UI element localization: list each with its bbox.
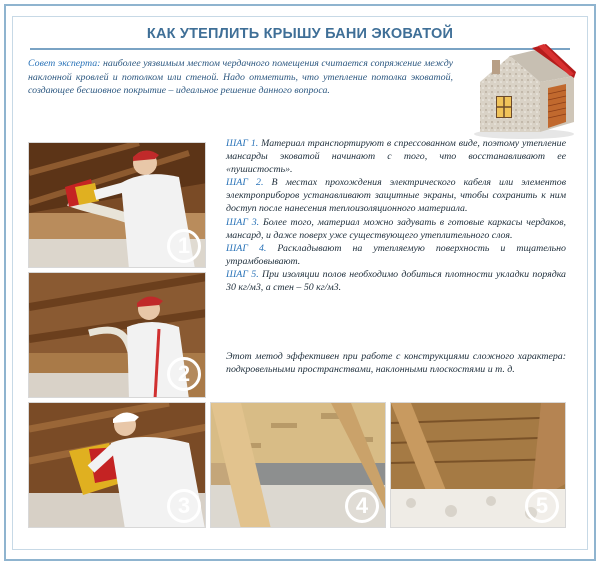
- house-illustration: [466, 42, 582, 140]
- photo-step-2: [28, 272, 206, 398]
- step-number-badge: 5: [525, 489, 559, 523]
- summary-text: Этот метод эффективен при работе с конструкциями сложного характера: подкровельными пространствами, наклонными плоскостями и т. д.: [226, 351, 566, 376]
- page-title: КАК УТЕПЛИТЬ КРЫШУ БАНИ ЭКОВАТОЙ: [146, 26, 454, 42]
- step-2: [226, 176, 566, 215]
- steps-list: [226, 137, 566, 294]
- step-4: [226, 242, 566, 268]
- step-text: Более того, материал можно задувать в готовые каркасы чердаков, мансард, и даже поверх уже существующего утеплительного слоя.: [226, 216, 567, 241]
- expert-advice-text: наиболее уязвимым местом чердачного помещения считается сопряжение между наклонной кровлей и потолком или стеной. Надо отметить, что утепление потолка эковатой, создающее бесшовное покрытие – идеальное решение данного вопроса.: [28, 58, 453, 97]
- photo-step-3: [28, 402, 206, 528]
- step-label: ШАГ 2.: [226, 177, 264, 189]
- step-1: [226, 137, 566, 176]
- step-number-badge: 4: [345, 489, 379, 523]
- expert-advice-label: Совет эксперта:: [28, 58, 101, 69]
- step-label: ШАГ 5.: [226, 268, 259, 280]
- step-number-badge: 3: [167, 489, 201, 523]
- step-label: ШАГ 3.: [226, 216, 260, 228]
- step-label: ШАГ 4.: [226, 242, 267, 254]
- photo-step-5: [390, 402, 566, 528]
- step-number-badge: 1: [167, 229, 201, 263]
- step-5: [226, 268, 566, 294]
- step-text: При изоляции полов необходимо добиться плотности укладки порядка 30 кг/м3, а стен – 50 кг/м3.: [226, 268, 566, 294]
- step-text: В местах прохождения электрического кабеля или элементов электроприборов устанавливают защитные экраны, чтобы сохранить к ним доступ после нанесения теплоизоляционного материала.: [226, 177, 566, 215]
- step-label: ШАГ 1.: [226, 138, 259, 149]
- photo-step-1: [28, 142, 206, 268]
- photo-step-4: [210, 402, 386, 528]
- step-3: [226, 216, 566, 242]
- step-text: Раскладывают на утепляемую поверхность и тщательно утрамбовывают.: [226, 242, 566, 267]
- step-number-badge: 2: [167, 357, 201, 391]
- step-text: Материал транспортируют в спрессованном виде, поэтому утепление мансарды эковатой начинают с того, что восстанавливают ее «пушистость».: [226, 138, 566, 176]
- expert-advice: [28, 57, 453, 98]
